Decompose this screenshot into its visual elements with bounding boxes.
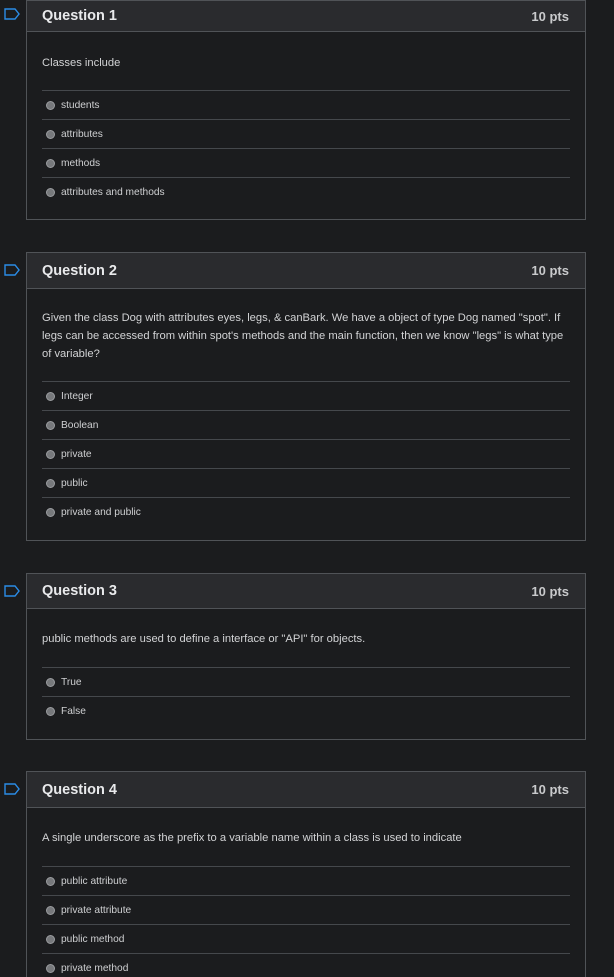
flag-question-icon[interactable] <box>4 264 20 276</box>
question-body <box>27 309 585 527</box>
answer-option[interactable] <box>42 469 570 498</box>
question-title: Question 4 <box>42 781 117 798</box>
answer-list <box>42 381 570 527</box>
answer-label: public <box>61 477 88 489</box>
question-title: Question 3 <box>42 583 117 599</box>
answer-label: attributes <box>61 128 103 140</box>
answer-option[interactable] <box>42 149 570 178</box>
radio-button[interactable] <box>46 935 55 944</box>
question-body <box>27 829 585 977</box>
answer-option[interactable] <box>42 896 570 925</box>
question-text: Classes include <box>42 57 121 69</box>
question-title: Question 2 <box>42 262 117 279</box>
answer-label: public method <box>61 933 125 945</box>
radio-button[interactable] <box>46 101 55 110</box>
question-2 <box>26 252 586 541</box>
radio-button[interactable] <box>46 479 55 488</box>
answer-option[interactable] <box>42 498 570 527</box>
flag-question-icon[interactable] <box>4 783 20 795</box>
answer-label: attributes and methods <box>61 187 165 198</box>
radio-button[interactable] <box>46 159 55 168</box>
flag-question-icon[interactable] <box>4 585 20 597</box>
question-card <box>26 252 586 541</box>
radio-button[interactable] <box>46 707 55 716</box>
radio-button[interactable] <box>46 130 55 139</box>
question-text: public methods are used to define a interface or "API" for objects. <box>42 633 366 645</box>
question-points: 10 pts <box>531 8 569 24</box>
radio-button[interactable] <box>46 392 55 401</box>
answer-label: public attribute <box>61 875 128 887</box>
answer-option[interactable] <box>42 440 570 469</box>
answer-option[interactable] <box>42 867 570 896</box>
question-header <box>27 253 585 289</box>
answer-label: Boolean <box>61 419 99 431</box>
question-1 <box>26 0 586 220</box>
question-header <box>27 772 585 808</box>
answer-option[interactable] <box>42 697 570 726</box>
radio-button[interactable] <box>46 964 55 973</box>
radio-button[interactable] <box>46 877 55 886</box>
answer-option[interactable] <box>42 382 570 411</box>
answer-label: private <box>61 448 92 460</box>
answer-label: private and public <box>61 507 141 518</box>
question-header <box>27 574 585 609</box>
flag-question-icon[interactable] <box>4 8 20 20</box>
radio-button[interactable] <box>46 906 55 915</box>
answer-label: students <box>61 99 100 111</box>
question-card <box>26 771 586 977</box>
answer-list <box>42 866 570 977</box>
radio-button[interactable] <box>46 188 55 197</box>
question-title: Question 1 <box>42 8 117 24</box>
answer-option[interactable] <box>42 668 570 697</box>
question-points: 10 pts <box>531 583 569 599</box>
question-text: A single underscore as the prefix to a variable name within a class is used to indicate <box>42 832 462 844</box>
answer-option[interactable] <box>42 925 570 954</box>
question-body <box>27 630 585 726</box>
question-points: 10 pts <box>531 263 569 278</box>
question-header <box>27 1 585 32</box>
question-body <box>27 54 585 207</box>
question-card <box>26 0 586 220</box>
answer-label: methods <box>61 157 101 169</box>
answer-list <box>42 90 570 207</box>
question-text: Given the class Dog with attributes eyes, legs, & canBark. We have a object of type Dog named "spot". If legs can be accessed from within spot's methods and the main function, then we know "legs" is what type of variable? <box>42 312 564 360</box>
answer-label: Integer <box>61 390 93 402</box>
question-card <box>26 573 586 740</box>
radio-button[interactable] <box>46 508 55 517</box>
answer-option[interactable] <box>42 178 570 207</box>
radio-button[interactable] <box>46 678 55 687</box>
radio-button[interactable] <box>46 450 55 459</box>
answer-option[interactable] <box>42 411 570 440</box>
answer-option[interactable] <box>42 954 570 977</box>
answer-label: True <box>61 676 82 688</box>
answer-label: private attribute <box>61 904 132 916</box>
answer-option[interactable] <box>42 91 570 120</box>
answer-option[interactable] <box>42 120 570 149</box>
question-points: 10 pts <box>531 782 569 797</box>
question-3 <box>26 573 586 740</box>
radio-button[interactable] <box>46 421 55 430</box>
answer-label: False <box>61 706 86 717</box>
answer-label: private method <box>61 963 129 974</box>
question-4 <box>26 771 586 977</box>
answer-list <box>42 667 570 726</box>
